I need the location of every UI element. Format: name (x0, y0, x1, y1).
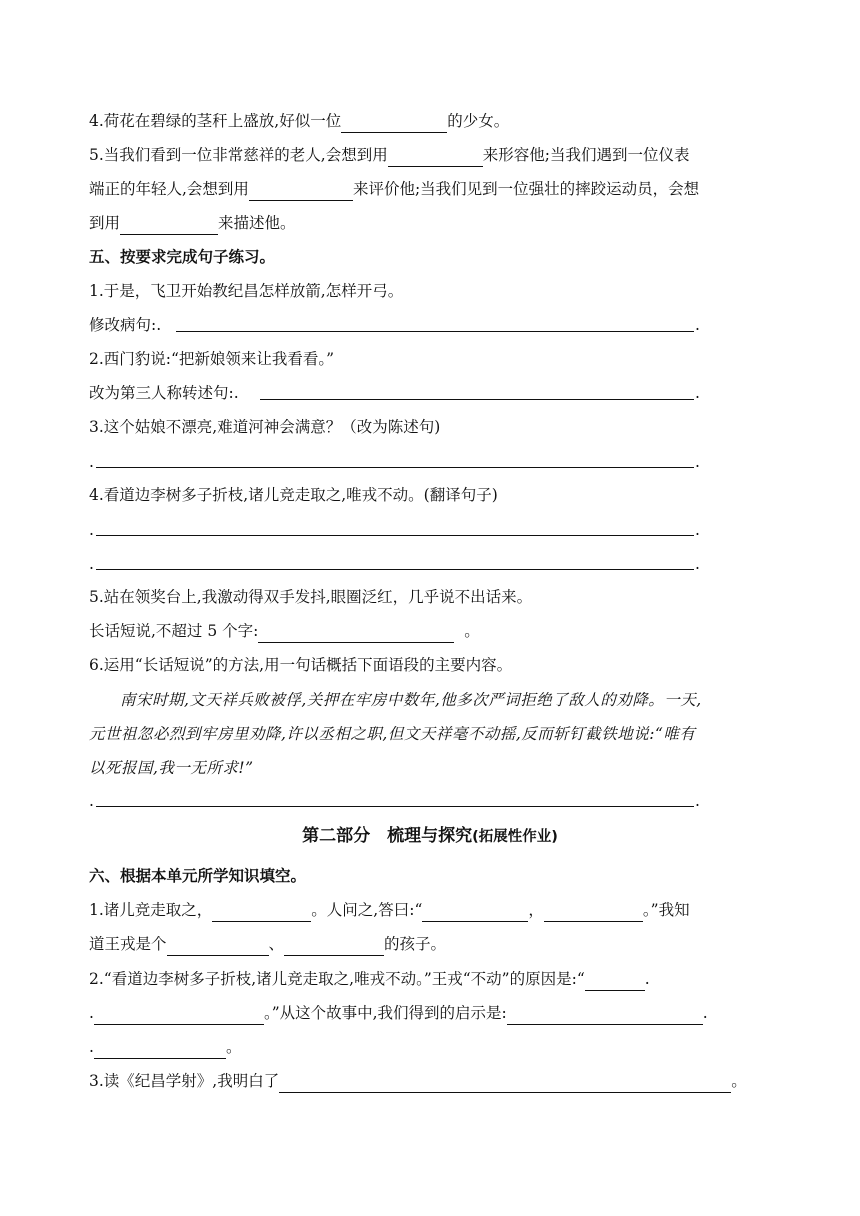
question-5-2-prompt: 改为第三人称转述句:. (89, 384, 239, 402)
answer-blank[interactable] (388, 148, 483, 167)
section-6-heading: 六、根据本单元所学知识填空。 (89, 867, 307, 885)
line-end-dot: . (695, 521, 700, 539)
line-end-dot: . (695, 453, 700, 471)
answer-blank[interactable] (507, 1006, 703, 1025)
question-4-5-line2: 端正的年轻人,会想到用 来评价他;当我们见到一位强壮的摔跤运动员，会想 (89, 177, 699, 201)
answer-blank[interactable] (120, 216, 218, 235)
question-5-2: 2.西门豹说:“把新娘领来让我看看。” (89, 350, 335, 368)
answer-blank[interactable] (544, 903, 643, 922)
question-5-5: 5.站在领奖台上,我激动得双手发抖,眼圈泛红，几乎说不出话来。 (89, 588, 533, 606)
passage-line: 以死报国,我一无所求!” (89, 759, 254, 777)
line-end-dot: . (695, 792, 700, 810)
answer-blank[interactable] (258, 624, 454, 643)
question-6-1-line1: 1.诸儿竞走取之， 。人问之,答曰:“ ， 。”我知 (89, 898, 690, 922)
answer-blank[interactable] (284, 937, 384, 956)
answer-line[interactable] (96, 535, 694, 536)
question-6-2-line2: . 。”从这个故事中,我们得到的启示是: . (89, 1001, 708, 1025)
question-5-4: 4.看道边李树多子折枝,诸儿竞走取之,唯戎不动。(翻译句子) (89, 486, 498, 504)
passage-line: 元世祖忽必烈到牢房里劝降,许以丞相之职,但文天祥毫不动摇,反而斩钉截铁地说:“唯有 (89, 725, 696, 743)
question-6-3: 3.读《纪昌学射》,我明白了 。 (89, 1069, 747, 1093)
answer-line[interactable] (96, 806, 694, 807)
line-start-dot: . (89, 792, 94, 810)
part-2-title: 第二部分 梳理与探究(拓展性作业) (302, 826, 558, 846)
answer-blank[interactable] (422, 903, 528, 922)
passage-line: 南宋时期,文天祥兵败被俘,关押在牢房中数年,他多次严词拒绝了敌人的劝降。一天, (120, 691, 702, 709)
question-5-3: 3.这个姑娘不漂亮,难道河神会满意？（改为陈述句) (89, 418, 441, 436)
answer-blank[interactable] (341, 114, 447, 133)
answer-line[interactable] (176, 331, 694, 332)
line-end-dot: . (695, 316, 700, 334)
answer-line[interactable] (96, 569, 694, 570)
line-end-dot: . (695, 384, 700, 402)
question-4-4: 4.荷花在碧绿的茎秆上盛放,好似一位 的少女。 (89, 109, 509, 133)
question-5-6: 6.运用“长话短说”的方法,用一句话概括下面语段的主要内容。 (89, 656, 513, 674)
question-4-5-line3: 到用 来描述他。 (89, 211, 296, 235)
line-start-dot: . (89, 555, 94, 573)
answer-blank[interactable] (167, 937, 269, 956)
answer-blank[interactable] (212, 903, 311, 922)
answer-blank[interactable] (585, 972, 645, 991)
line-start-dot: . (89, 521, 94, 539)
question-6-2-line3: . 。 (89, 1035, 241, 1059)
section-5-heading: 五、按要求完成句子练习。 (89, 248, 276, 266)
line-start-dot: . (89, 453, 94, 471)
question-5-1-prompt: 修改病句:. (89, 316, 162, 334)
answer-blank[interactable] (249, 182, 353, 201)
question-6-2-line1: 2.“看道边李树多子折枝,诸儿竞走取之,唯戎不动。”王戎“不动”的原因是:“ . (89, 967, 650, 991)
answer-blank[interactable] (94, 1006, 264, 1025)
answer-line[interactable] (260, 399, 694, 400)
question-6-1-line2: 道王戎是个 、 的孩子。 (89, 932, 446, 956)
answer-line[interactable] (96, 467, 694, 468)
line-end-dot: . (695, 555, 700, 573)
answer-blank[interactable] (279, 1074, 731, 1093)
question-5-1: 1.于是，飞卫开始教纪昌怎样放箭,怎样开弓。 (89, 282, 404, 300)
question-4-5-line1: 5.当我们看到一位非常慈祥的老人,会想到用 来形容他;当我们遇到一位仪表 (89, 143, 689, 167)
answer-blank[interactable] (94, 1040, 226, 1059)
question-5-5-prompt: 长话短说,不超过 5 个字: 。 (89, 619, 480, 643)
